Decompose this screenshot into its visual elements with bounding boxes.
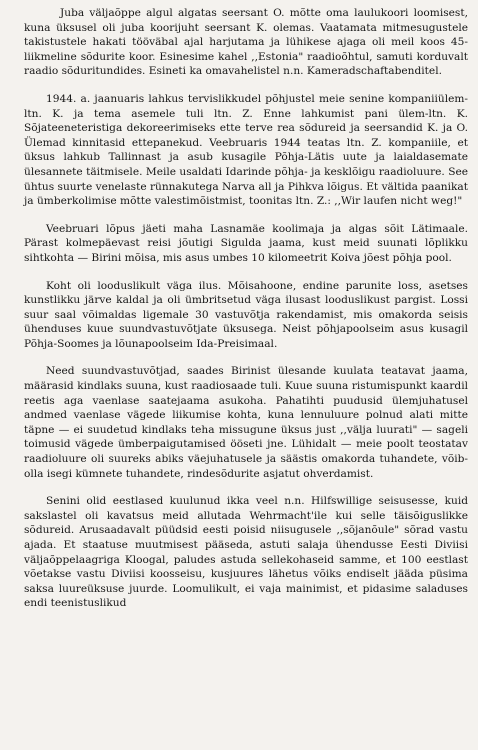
paragraph-birini-manor: Koht oli looduslikult väga ilus. Mõisahoone, endine parunite loss, asetses kunstlikku järve kaldal ja oli ümbritsetud väga ilusast looduslikust pargist. Lossi suur saal võimaldas ligemale 30 vastuvõtja rakendamist, mis omakorda seisis ühenduses kuue suundvastuvõtjate üksusega. Neist põhjapoolseim asus kusagil Põhja-Soomes ja lõunapoolseim Ida-Preisimaal. [24,279,468,350]
paragraph-february-departure: Veebruari lõpus jäeti maha Lasnamäe koolimaja ja algas sõit Lätimaale. Pärast kolmepäevast reisi jõutigi Sigulda jaama, kust meid suunati lõplikku sihtkohta — Birini mõisa, mis asus umbes 10 kilomeetrit Koiva jõest põhja pool. [24,222,468,264]
paragraph-choir: Juba väljaõppe algul algatas seersant O. mõtte oma laulukoori loomisest, kuna üksusel oli juba koorijuht seersant K. olemas. Vaatamata mitmesugustele takistustele hakati tööväbal ajal harjutama ja lühikese ajaga oli meil koos 45-liikmeline sõdurite koor. Esinesime kahel ,,Estonia" raadioõhtul, samuti korduvalt raadio sõduritundides. Esineti ka omavahelistel n.n. Kameradschaftabenditel. [24,7,468,78]
paragraph-hilfswillige: Senini olid eestlased kuulunud ikka veel n.n. Hilfswillige seisusesse, kuid sakslastel oli kavatsus meid allutada Wehrmacht'ile kui selle täisõiguslikke sõdureid. Arusaadavalt püüdsid eesti poisid niisugusele ,,sõjanõule" sõrad vastu ajada. Et staatuse muutmisest pääseda, astuti salaja ühendusse Eesti Diviisi väljaõppelaagriga Kloogal, paludes astuda sellekohaseid samme, et 100 eestlast võetakse vastu Diviisi koosseisu, kusjuures lähetus võiks endiselt jääda püsima saksa luureüksuse juurde. Loomulikult, ei vaja mainimist, et pidasime saladuses endi teenistuslikud [24,495,468,610]
paragraph-january-1944: 1944. a. jaanuaris lahkus tervislikkudel põhjustel meie senine kompaniiülem-ltn. K. ja tema asemele tuli ltn. Z. Enne lahkumist pani ülem-ltn. K. Sõjateeneteristiga dekoreerimiseks ette terve rea sõdureid ja seersandid K. ja O. Ülemad kinnitasid ettepanekud. Veebruaris 1944 teatas ltn. Z. kompaniile, et üksus lahkub Tallinnast ja asub kusagile Põhja-Lätis uute ja laialdasemate ülesannete täitmisele. Meile usaldati Idarinde põhja- ja kesklõigu raadioluure. See ühtus suurte venelaste rünnakutega Narva all ja Pihkva lõigus. Et vältida paanikat ja ümberkolimise mõtte valestimõistmist, toonitas ltn. Z.: ,,Wir laufen nicht weg!" [24,92,468,208]
paragraph-direction-finders: Need suundvastuvõtjad, saades Birinist ülesande kuulata teatavat jaama, määrasid kindlaks suuna, kust raadiosaade tuli. Kuue suuna ristumispunkt kaardil reetis aga vaenlase saatejaama asukoha. Pahatihti puudusid ülemjuhatusel andmed vaenlase vägede liikumise kohta, kuna lennuluure polnud alati mitte täpne — ei suudetud kindlaks teha missugune üksus just ,,välja luurati" — sageli toimusid vägede ümberpaigutamised ööseti jne. Lühidalt — meie poolt teostatav raadioluure oli suureks abiks väejuhatusele ja säästis omakorda tuhandete, võib-olla isegi kümnete tuhandete, rindesõdurite asjatut ohverdamist. [24,365,468,480]
